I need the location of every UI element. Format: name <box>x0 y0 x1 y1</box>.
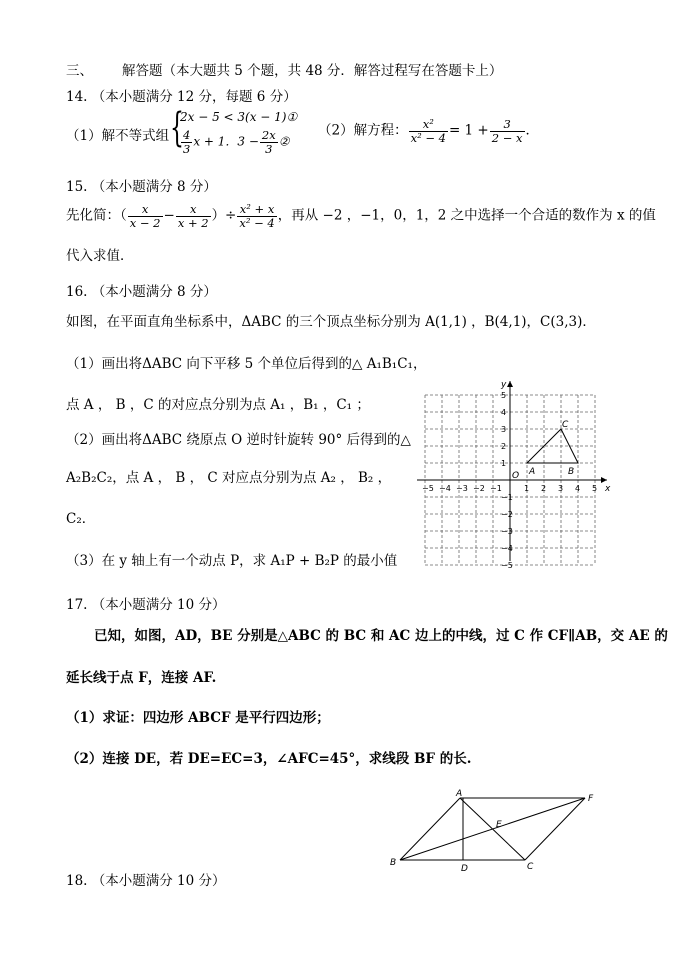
parallelogram-figure <box>388 788 603 880</box>
y-tick-label: 4 <box>501 408 507 417</box>
q14-part2: （2）解方程： $\frac{\text{x²}}{\text{x² − 4}}$ = 1 + $\frac{3}{2 - x}$ ． <box>318 117 539 145</box>
inequality-1: 2x − 5 < 3(x − 1)① <box>180 110 298 124</box>
q16-part3: （3）在 y 轴上有一个动点 P，求 A₁P + B₂P 的最小值 <box>66 553 398 569</box>
q17-part2: （2）连接 DE，若 DE=EC=3，∠AFC=45°，求线段 BF 的长. <box>66 751 472 767</box>
y-tick-label: −1 <box>501 493 513 502</box>
label-point-b: B <box>568 467 575 477</box>
label-e: E <box>496 820 502 830</box>
y-axis-label: y <box>501 380 507 390</box>
y-tick-label: −4 <box>501 544 513 553</box>
y-tick-label: 2 <box>501 442 507 451</box>
system-brace: { <box>170 105 184 151</box>
q14-part1-label: （1）解不等式组 <box>66 128 170 144</box>
origin-label: O <box>512 471 520 481</box>
segment-bf <box>400 798 585 860</box>
q15-expression: 先化简：（ $\frac{x}{x - 2}$ − $\frac{x}{x + 2}$ ）÷ $\frac{\text{x² + x}}{\text{x² − 4}}$ ，再从 −2 ，−1，0，1，2 之中选择一个合适的数作为 x 的值 <box>66 202 656 230</box>
x-tick-label: −5 <box>422 484 434 493</box>
x-tick-label: −2 <box>473 484 485 493</box>
q17-header: 17. （本小题满分 10 分） <box>66 597 226 613</box>
q16-part2b: A₂B₂C₂，点 A ， B ， C 对应点分别为点 A₂ ， B₂ ， <box>66 470 392 486</box>
segment-ab <box>400 798 460 860</box>
q17-text1: 已知，如图，AD，BE 分别是△ABC 的 BC 和 AC 边上的中线，过 C 作 CF∥AB，交 AE 的 <box>94 628 668 644</box>
x-tick-label: 3 <box>558 484 564 493</box>
q17-part1: （1）求证：四边形 ABCF 是平行四边形； <box>66 710 330 726</box>
x-tick-label: 1 <box>524 484 530 493</box>
y-tick-label: 1 <box>501 459 507 468</box>
segment-cf <box>525 798 585 860</box>
y-tick-label: −2 <box>501 510 513 519</box>
label-b: B <box>390 858 397 868</box>
label-d: D <box>461 864 468 874</box>
x-tick-label: −4 <box>439 484 451 493</box>
inequality-2: $\frac{4}{3}$ x + 1．3 − $\frac{2x}{3}$ ② <box>183 128 290 156</box>
label-a: A <box>456 789 463 799</box>
x-axis-label: x <box>605 484 611 494</box>
x-axis-arrow <box>601 477 607 483</box>
q17-text2: 延长线于点 F，连接 AF. <box>66 670 217 686</box>
q18-header: 18. （本小题满分 10 分） <box>66 873 226 889</box>
x-tick-label: 5 <box>592 484 598 493</box>
q16-part1b: 点 A ， B ，C 的对应点分别为点 A₁ ，B₁ ，C₁ ； <box>66 397 370 413</box>
x-tick-label: −1 <box>490 484 502 493</box>
x-tick-label: −3 <box>456 484 468 493</box>
y-tick-label: −3 <box>501 527 513 536</box>
label-point-c: C <box>562 420 569 430</box>
label-f: F <box>588 794 594 804</box>
q16-part2c: C₂． <box>66 511 96 527</box>
q16-intro: 如图，在平面直角坐标系中，ΔABC 的三个顶点坐标分别为 A(1,1) ，B(4,1)，C(3,3)． <box>66 314 596 330</box>
q16-part1: （1）画出将ΔABC 向下平移 5 个单位后得到的△ A₁B₁C₁， <box>66 356 427 372</box>
label-c: C <box>527 862 534 872</box>
y-axis-arrow <box>507 381 513 387</box>
q16-header: 16. （本小题满分 8 分） <box>66 284 217 300</box>
q15-line2: 代入求值． <box>66 248 134 264</box>
x-tick-label: 2 <box>541 484 547 493</box>
x-tick-label: 4 <box>575 484 581 493</box>
coordinate-grid <box>410 380 620 580</box>
y-tick-label: 5 <box>501 391 507 400</box>
y-tick-label: 3 <box>501 425 507 434</box>
section-title: 解答题（本大题共 5 个题，共 48 分．解答过程写在答题卡上） <box>122 63 503 79</box>
label-point-a: A <box>529 467 536 477</box>
y-tick-label: −5 <box>501 561 513 570</box>
q15-header: 15. （本小题满分 8 分） <box>66 179 217 195</box>
section-number: 三、 <box>66 63 93 79</box>
q14-header: 14. （本小题满分 12 分，每题 6 分） <box>66 89 297 105</box>
q16-part2: （2）画出将ΔABC 绕原点 O 逆时针旋转 90° 后得到的△ <box>66 432 411 448</box>
